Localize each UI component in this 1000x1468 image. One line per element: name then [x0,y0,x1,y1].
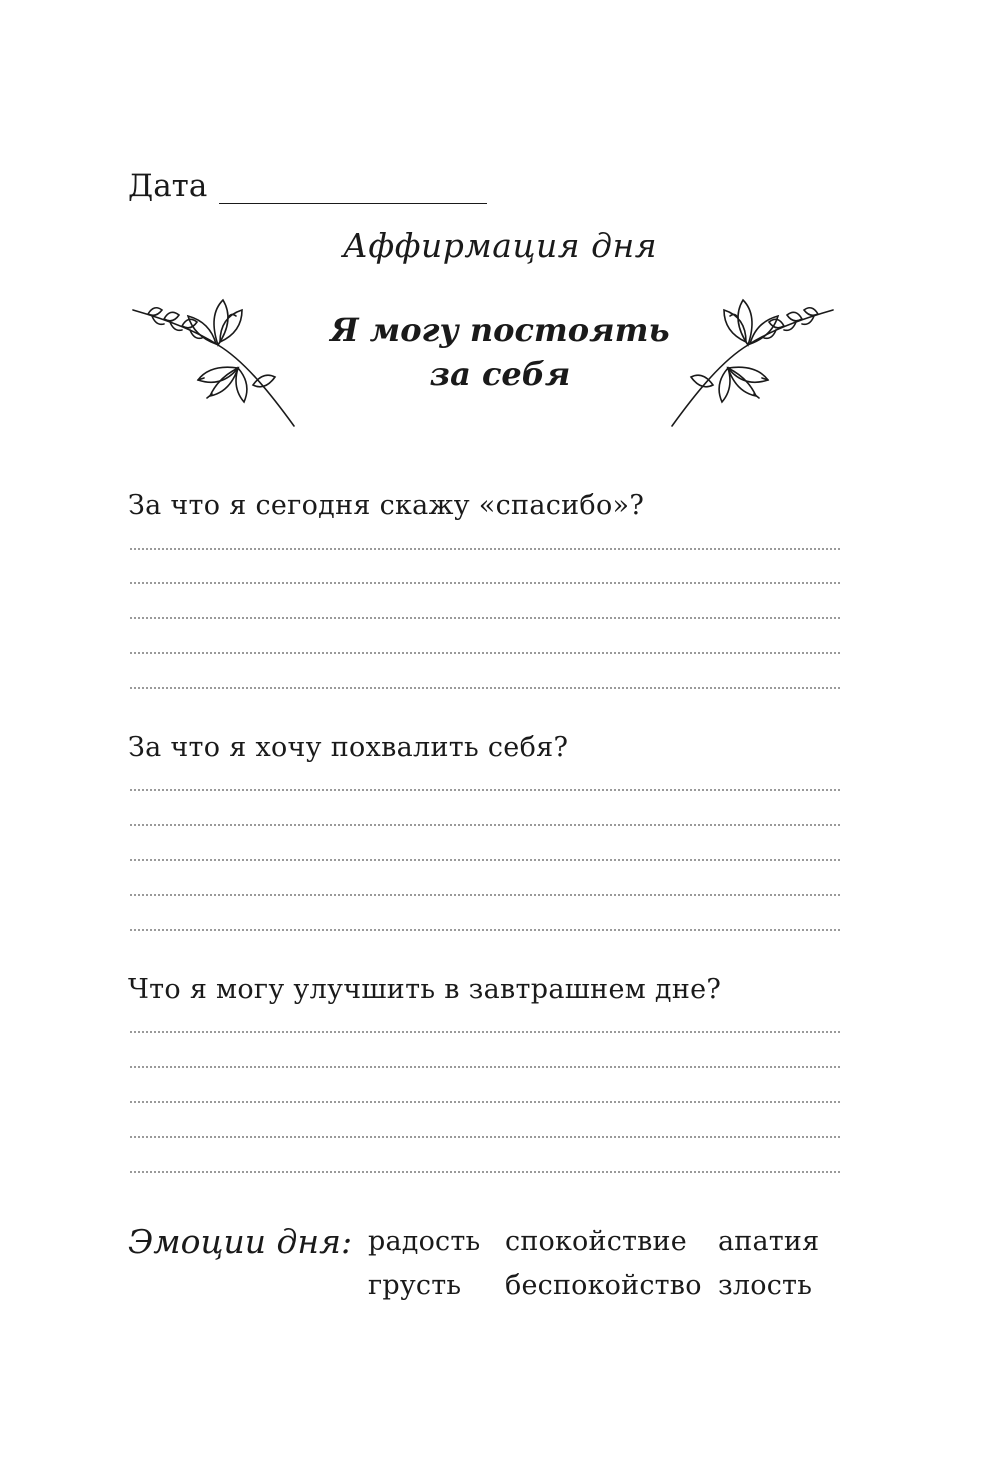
leaf-sprig-icon [668,290,838,430]
emotion-option[interactable]: беспокойство [505,1270,702,1301]
emotion-option[interactable]: спокойствие [505,1226,687,1257]
date-row [128,168,487,204]
answer-line[interactable] [130,652,840,654]
answer-line[interactable] [130,1101,840,1103]
date-label: Дата [128,168,208,204]
affirmation-line-2: за себя [429,355,571,393]
answer-line[interactable] [130,1136,840,1138]
answer-line[interactable] [130,548,840,550]
answer-line[interactable] [130,687,840,689]
leaf-sprig-icon [128,290,298,430]
date-input-line[interactable] [219,171,487,204]
answer-line[interactable] [130,824,840,826]
answer-line[interactable] [130,929,840,931]
answer-line[interactable] [130,617,840,619]
emotion-option[interactable]: грусть [368,1270,462,1301]
emotion-option[interactable]: радость [368,1226,481,1257]
emotions-label: Эмоции дня: [128,1222,353,1261]
question-1: За что я сегодня скажу «спасибо»? [128,490,645,521]
answer-line[interactable] [130,1066,840,1068]
answer-line[interactable] [130,1031,840,1033]
affirmation-text [300,308,700,396]
answer-line[interactable] [130,894,840,896]
answer-line[interactable] [130,859,840,861]
question-2: За что я хочу похвалить себя? [128,732,569,763]
affirmation-line-1: Я могу постоять [330,311,670,349]
answer-line[interactable] [130,582,840,584]
question-3: Что я могу улучшить в завтрашнем дне? [128,974,722,1005]
affirmation-title: Аффирмация дня [342,226,658,265]
emotion-option[interactable]: апатия [718,1226,820,1257]
answer-line[interactable] [130,1171,840,1173]
answer-line[interactable] [130,789,840,791]
emotion-option[interactable]: злость [718,1270,813,1301]
